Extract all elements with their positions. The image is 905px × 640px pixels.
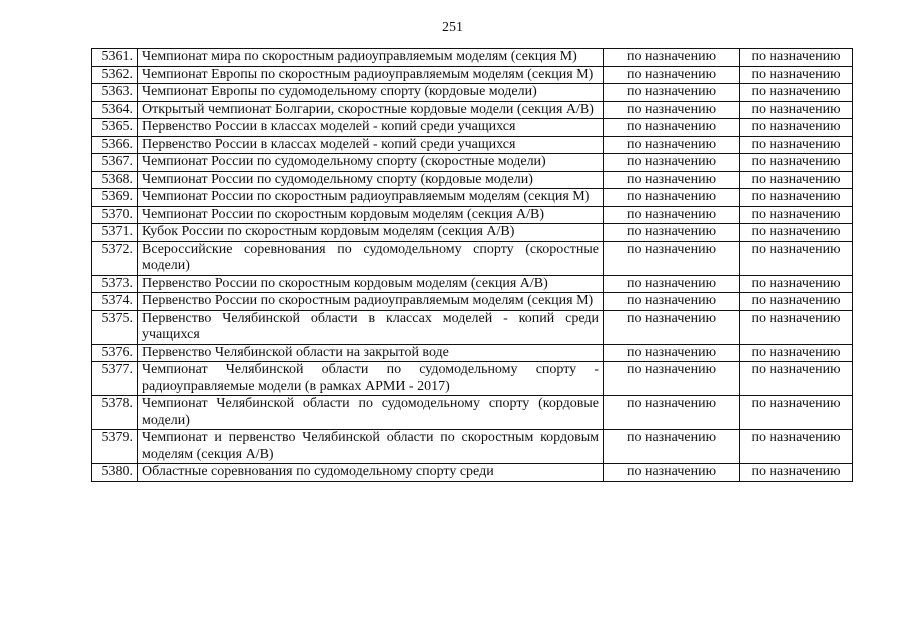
col-assignment-1: по назначению (604, 241, 740, 275)
col-assignment-1: по назначению (604, 171, 740, 189)
row-number: 5368. (92, 171, 138, 189)
table-row (92, 206, 853, 224)
col-assignment-2: по назначению (740, 241, 853, 275)
col-assignment-2: по назначению (740, 396, 853, 430)
col-assignment-1: по назначению (604, 464, 740, 482)
table-row (92, 362, 853, 396)
col-assignment-1: по назначению (604, 362, 740, 396)
event-description: Всероссийские соревнования по судомодельному спорту (скоростные модели) (138, 241, 604, 275)
col-assignment-2: по назначению (740, 84, 853, 102)
col-assignment-2: по назначению (740, 430, 853, 464)
page-number: 251 (442, 20, 463, 35)
col-assignment-1: по назначению (604, 224, 740, 242)
row-number: 5363. (92, 84, 138, 102)
col-assignment-1: по назначению (604, 206, 740, 224)
table-row (92, 310, 853, 344)
row-number: 5374. (92, 293, 138, 311)
table-row (92, 171, 853, 189)
col-assignment-1: по назначению (604, 49, 740, 67)
row-number: 5380. (92, 464, 138, 482)
col-assignment-2: по назначению (740, 189, 853, 207)
col-assignment-2: по назначению (740, 362, 853, 396)
row-number: 5365. (92, 119, 138, 137)
row-number: 5376. (92, 344, 138, 362)
col-assignment-2: по назначению (740, 293, 853, 311)
row-number: 5377. (92, 362, 138, 396)
table-row (92, 84, 853, 102)
table-row (92, 241, 853, 275)
event-description: Чемпионат России по скоростным кордовым моделям (секция А/В) (138, 206, 604, 224)
col-assignment-2: по назначению (740, 310, 853, 344)
table-row (92, 101, 853, 119)
col-assignment-2: по назначению (740, 49, 853, 67)
table-row (92, 224, 853, 242)
event-description: Чемпионат Челябинской области по судомодельному спорту (кордовые модели) (138, 396, 604, 430)
row-number: 5369. (92, 189, 138, 207)
event-description: Чемпионат России по судомодельному спорту (кордовые модели) (138, 171, 604, 189)
col-assignment-1: по назначению (604, 154, 740, 172)
table-row (92, 136, 853, 154)
col-assignment-2: по назначению (740, 66, 853, 84)
col-assignment-1: по назначению (604, 310, 740, 344)
event-description: Кубок России по скоростным кордовым моделям (секция А/В) (138, 224, 604, 242)
events-table-body (92, 49, 853, 482)
col-assignment-1: по назначению (604, 293, 740, 311)
events-table (91, 48, 853, 482)
col-assignment-2: по назначению (740, 101, 853, 119)
col-assignment-1: по назначению (604, 84, 740, 102)
table-row (92, 396, 853, 430)
row-number: 5364. (92, 101, 138, 119)
event-description: Первенство России по скоростным кордовым моделям (секция А/В) (138, 275, 604, 293)
event-description: Первенство России в классах моделей - копий среди учащихся (138, 119, 604, 137)
col-assignment-2: по назначению (740, 119, 853, 137)
row-number: 5379. (92, 430, 138, 464)
table-row (92, 49, 853, 67)
event-description: Чемпионат Европы по скоростным радиоуправляемым моделям (секция М) (138, 66, 604, 84)
col-assignment-1: по назначению (604, 136, 740, 154)
event-description: Первенство России в классах моделей - копий среди учащихся (138, 136, 604, 154)
col-assignment-2: по назначению (740, 275, 853, 293)
event-description: Чемпионат России по скоростным радиоуправляемым моделям (секция М) (138, 189, 604, 207)
table-row (92, 66, 853, 84)
col-assignment-2: по назначению (740, 344, 853, 362)
event-description: Чемпионат мира по скоростным радиоуправляемым моделям (секция М) (138, 49, 604, 67)
col-assignment-1: по назначению (604, 189, 740, 207)
row-number: 5375. (92, 310, 138, 344)
event-description: Открытый чемпионат Болгарии, скоростные кордовые модели (секция А/В) (138, 101, 604, 119)
row-number: 5367. (92, 154, 138, 172)
col-assignment-2: по назначению (740, 171, 853, 189)
col-assignment-2: по назначению (740, 224, 853, 242)
event-description: Чемпионат Европы по судомодельному спорту (кордовые модели) (138, 84, 604, 102)
col-assignment-2: по назначению (740, 154, 853, 172)
event-description: Чемпионат России по судомодельному спорту (скоростные модели) (138, 154, 604, 172)
col-assignment-2: по назначению (740, 136, 853, 154)
col-assignment-1: по назначению (604, 396, 740, 430)
event-description: Первенство Челябинской области в классах моделей - копий среди учащихся (138, 310, 604, 344)
col-assignment-1: по назначению (604, 344, 740, 362)
table-row (92, 154, 853, 172)
event-description: Первенство Челябинской области на закрытой воде (138, 344, 604, 362)
col-assignment-1: по назначению (604, 101, 740, 119)
event-description: Чемпионат Челябинской области по судомодельному спорту - радиоуправляемые модели (в рамках АРМИ - 2017) (138, 362, 604, 396)
event-description: Областные соревнования по судомодельному спорту среди (138, 464, 604, 482)
col-assignment-1: по назначению (604, 66, 740, 84)
table-row (92, 119, 853, 137)
row-number: 5362. (92, 66, 138, 84)
col-assignment-1: по назначению (604, 119, 740, 137)
row-number: 5372. (92, 241, 138, 275)
table-row (92, 344, 853, 362)
row-number: 5378. (92, 396, 138, 430)
col-assignment-1: по назначению (604, 430, 740, 464)
row-number: 5371. (92, 224, 138, 242)
row-number: 5373. (92, 275, 138, 293)
col-assignment-1: по назначению (604, 275, 740, 293)
event-description: Первенство России по скоростным радиоуправляемым моделям (секция М) (138, 293, 604, 311)
table-row (92, 189, 853, 207)
col-assignment-2: по назначению (740, 464, 853, 482)
table-row (92, 430, 853, 464)
table-row (92, 293, 853, 311)
table-row (92, 464, 853, 482)
row-number: 5370. (92, 206, 138, 224)
table-row (92, 275, 853, 293)
col-assignment-2: по назначению (740, 206, 853, 224)
row-number: 5361. (92, 49, 138, 67)
row-number: 5366. (92, 136, 138, 154)
event-description: Чемпионат и первенство Челябинской области по скоростным кордовым моделям (секция А/В) (138, 430, 604, 464)
